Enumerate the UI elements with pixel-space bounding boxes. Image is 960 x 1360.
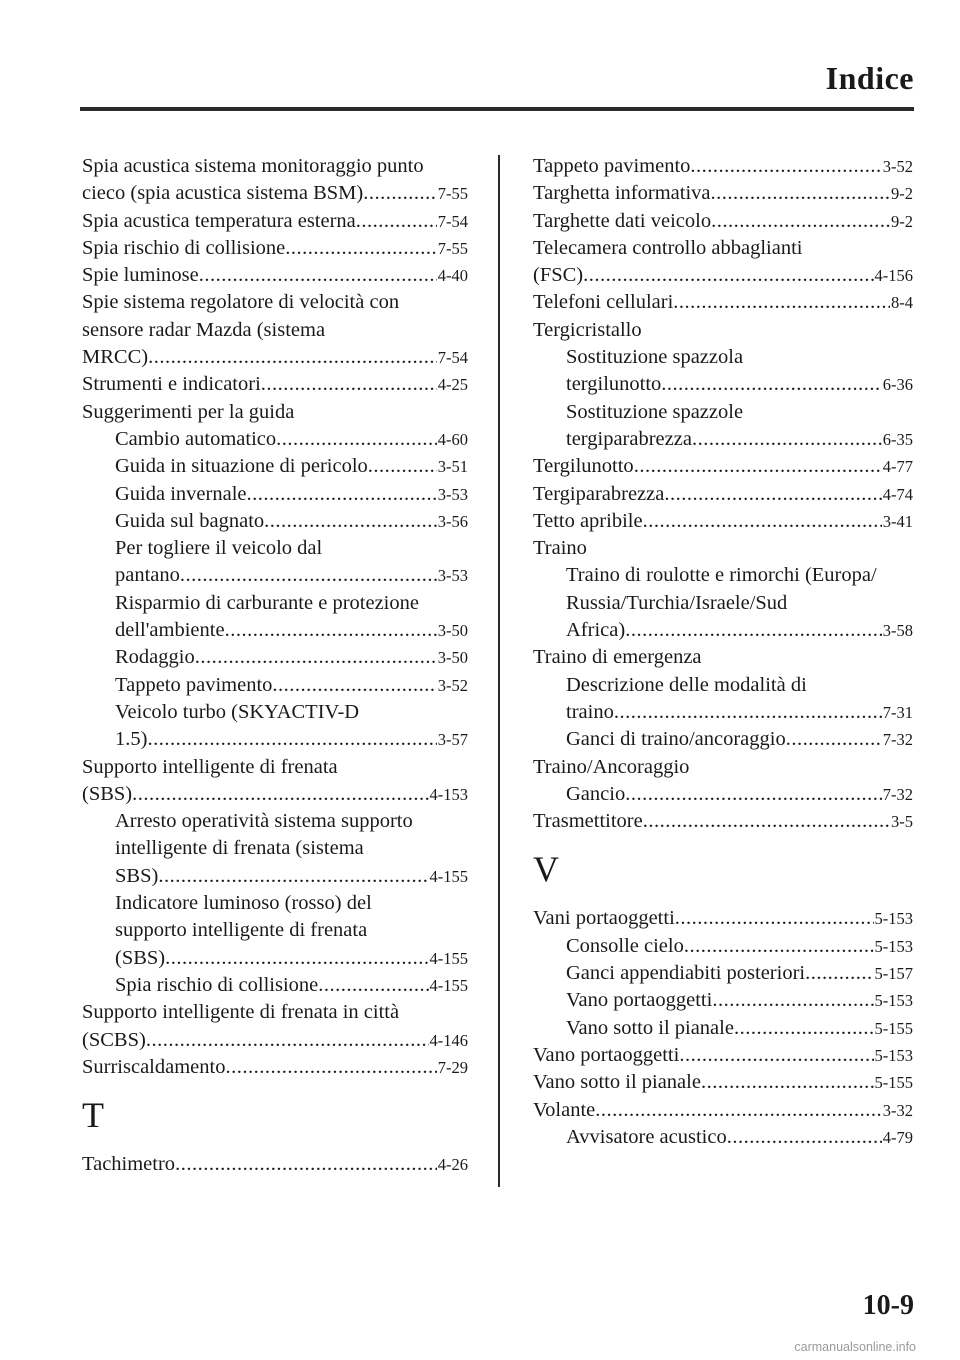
dot-leader bbox=[711, 180, 891, 207]
dot-leader bbox=[661, 371, 881, 398]
page-reference: 7-31 bbox=[882, 702, 913, 722]
entry-text: Vano portaoggetti bbox=[566, 989, 713, 1012]
entry-text: Spie luminose bbox=[82, 264, 199, 287]
index-subentry bbox=[82, 535, 468, 590]
dot-leader bbox=[625, 781, 882, 808]
index-entry bbox=[82, 262, 468, 289]
dot-leader bbox=[583, 262, 873, 289]
dot-leader bbox=[318, 972, 428, 999]
index-entry bbox=[82, 999, 468, 1054]
entry-text: Russia/Turchia/Israele/Sud bbox=[566, 591, 788, 614]
dot-leader bbox=[684, 933, 874, 960]
entry-text: Vani portaoggetti bbox=[533, 907, 675, 930]
index-subentry bbox=[533, 933, 913, 960]
entry-text: Telefoni cellulari bbox=[533, 291, 674, 314]
dot-leader bbox=[261, 371, 437, 398]
entry-text: (SBS) bbox=[115, 946, 166, 969]
page-reference: 5-155 bbox=[874, 1018, 913, 1038]
page-reference: 7-54 bbox=[437, 348, 468, 368]
page-reference: 3-57 bbox=[437, 730, 468, 750]
section-letter: T bbox=[82, 1095, 104, 1136]
page-reference: 4-155 bbox=[429, 948, 468, 968]
page-reference: 7-29 bbox=[437, 1057, 468, 1077]
page-reference: 7-55 bbox=[437, 238, 468, 258]
page-reference: 3-50 bbox=[437, 648, 468, 668]
index-entry bbox=[533, 644, 913, 671]
index-entry bbox=[82, 153, 468, 208]
entry-text: Tetto apribile bbox=[533, 509, 643, 532]
page-reference: 4-74 bbox=[882, 484, 913, 504]
index-subentry bbox=[82, 699, 468, 754]
entry-text: Tappeto pavimento bbox=[115, 673, 273, 696]
watermark: carmanualsonline.info bbox=[794, 1340, 916, 1354]
dot-leader bbox=[363, 180, 437, 207]
dot-leader bbox=[146, 1027, 429, 1054]
entry-text: Trasmettitore bbox=[533, 810, 643, 833]
page-reference: 5-155 bbox=[874, 1073, 913, 1093]
index-entry bbox=[533, 153, 913, 180]
entry-text: (FSC) bbox=[533, 264, 584, 287]
dot-leader bbox=[679, 1042, 873, 1069]
index-subentry bbox=[82, 481, 468, 508]
entry-text: Guida sul bagnato bbox=[115, 509, 265, 532]
page-reference: 7-32 bbox=[882, 784, 913, 804]
dot-leader bbox=[272, 672, 436, 699]
entry-text: Arresto operatività sistema supporto bbox=[115, 810, 413, 833]
index-entry bbox=[533, 905, 913, 932]
dot-leader bbox=[165, 945, 428, 972]
index-subentry bbox=[82, 590, 468, 645]
dot-leader bbox=[614, 699, 882, 726]
dot-leader bbox=[180, 562, 437, 589]
dot-leader bbox=[595, 1097, 881, 1124]
entry-text: Gancio bbox=[566, 782, 626, 805]
entry-text: Tergiparabrezza bbox=[533, 482, 665, 505]
dot-leader bbox=[356, 208, 437, 235]
dot-leader bbox=[643, 508, 882, 535]
index-entry bbox=[82, 399, 468, 426]
dot-leader bbox=[664, 481, 881, 508]
entry-text: SBS) bbox=[115, 864, 159, 887]
index-subentry bbox=[533, 399, 913, 454]
page-reference: 3-5 bbox=[891, 812, 913, 832]
index-entry bbox=[82, 289, 468, 371]
page-reference: 3-32 bbox=[882, 1100, 913, 1120]
dot-leader bbox=[368, 453, 437, 480]
entry-text: Strumenti e indicatori bbox=[82, 373, 261, 396]
entry-text: Telecamera controllo abbaglianti bbox=[533, 236, 803, 259]
dot-leader bbox=[175, 1151, 437, 1178]
dot-leader bbox=[734, 1015, 874, 1042]
entry-text: Surriscaldamento bbox=[82, 1055, 226, 1078]
entry-text: Indicatore luminoso (rosso) del bbox=[115, 892, 372, 915]
dot-leader bbox=[195, 644, 437, 671]
dot-leader bbox=[158, 863, 428, 890]
entry-text: Sostituzione spazzola bbox=[566, 346, 744, 369]
page-reference: 5-157 bbox=[874, 964, 913, 984]
page-reference: 5-153 bbox=[874, 936, 913, 956]
entry-text: MRCC) bbox=[82, 346, 149, 369]
entry-text: Ganci appendiabiti posteriori bbox=[566, 962, 806, 985]
entry-text: Supporto intelligente di frenata bbox=[82, 755, 338, 778]
dot-leader bbox=[132, 781, 428, 808]
section-letter: V bbox=[533, 849, 559, 890]
entry-text: Tergicristallo bbox=[533, 318, 642, 341]
entry-text: Rodaggio bbox=[115, 646, 195, 669]
entry-text: Ganci di traino/ancoraggio bbox=[566, 728, 786, 751]
page-reference: 9-2 bbox=[891, 211, 913, 231]
entry-text: (SCBS) bbox=[82, 1028, 146, 1051]
index-entry bbox=[82, 371, 468, 398]
page-reference: 3-52 bbox=[882, 157, 913, 176]
page-reference: 3-56 bbox=[437, 511, 468, 531]
entry-text: Avvisatore acustico bbox=[566, 1125, 727, 1148]
index-entry bbox=[533, 1042, 913, 1069]
index-entry bbox=[533, 1069, 913, 1096]
page-reference: 4-25 bbox=[437, 375, 468, 395]
page-reference: 3-50 bbox=[437, 621, 468, 641]
entry-text: Veicolo turbo (SKYACTIV-D bbox=[115, 700, 360, 723]
entry-text: Sostituzione spazzole bbox=[566, 400, 744, 423]
dot-leader bbox=[692, 426, 882, 453]
index-subentry bbox=[533, 1124, 913, 1151]
entry-text: Spia rischio di collisione bbox=[115, 973, 319, 996]
page-reference: 3-51 bbox=[437, 457, 468, 477]
entry-text: supporto intelligente di frenata bbox=[115, 919, 368, 942]
entry-text: Guida invernale bbox=[115, 482, 247, 505]
page-reference: 7-54 bbox=[437, 211, 468, 231]
dot-leader bbox=[634, 453, 882, 480]
dot-leader bbox=[673, 289, 890, 316]
page-reference: 4-153 bbox=[429, 784, 468, 804]
index-entry bbox=[82, 1054, 468, 1081]
page-reference: 5-153 bbox=[874, 909, 913, 929]
entry-text: Tergilunotto bbox=[533, 455, 634, 478]
dot-leader bbox=[805, 960, 873, 987]
entry-text: traino bbox=[566, 700, 614, 723]
entry-text: Volante bbox=[533, 1098, 596, 1121]
page-reference: 3-53 bbox=[437, 484, 468, 504]
index-subentry bbox=[533, 726, 913, 753]
page-reference: 6-36 bbox=[882, 375, 913, 395]
dot-leader bbox=[727, 1124, 882, 1151]
entry-text: Targhette dati veicolo bbox=[533, 209, 712, 232]
page-reference: 7-55 bbox=[437, 184, 468, 204]
page-reference: 4-156 bbox=[874, 266, 913, 286]
index-entry bbox=[533, 208, 913, 235]
entry-text: Africa) bbox=[566, 619, 626, 642]
entry-text: sensore radar Mazda (sistema bbox=[82, 318, 326, 341]
dot-leader bbox=[147, 726, 436, 753]
page-reference: 5-153 bbox=[874, 991, 913, 1011]
index-subentry bbox=[82, 426, 468, 453]
page-reference: 4-26 bbox=[437, 1155, 468, 1175]
index-subentry bbox=[533, 781, 913, 808]
dot-leader bbox=[690, 153, 881, 180]
index-entry bbox=[533, 317, 913, 344]
dot-leader bbox=[276, 426, 437, 453]
entry-text: Spia rischio di collisione bbox=[82, 236, 286, 259]
entry-text: Tachimetro bbox=[82, 1153, 176, 1176]
index-subentry bbox=[82, 644, 468, 671]
entry-text: Cambio automatico bbox=[115, 427, 277, 450]
entry-text: Traino/Ancoraggio bbox=[533, 755, 690, 778]
dot-leader bbox=[712, 987, 873, 1014]
entry-text: tergilunotto bbox=[566, 373, 662, 396]
index-entry bbox=[82, 1151, 468, 1178]
page-reference: 4-79 bbox=[882, 1127, 913, 1147]
page-reference: 4-77 bbox=[882, 457, 913, 477]
entry-text: Spia acustica temperatura esterna bbox=[82, 209, 356, 232]
index-subentry bbox=[533, 960, 913, 987]
index-column-left bbox=[82, 153, 468, 1178]
index-entry bbox=[533, 453, 913, 480]
page-title: Indice bbox=[825, 60, 914, 96]
index-entry bbox=[533, 180, 913, 207]
entry-text: tergiparabrezza bbox=[566, 427, 692, 450]
page-reference: 3-58 bbox=[882, 621, 913, 641]
index-subentry bbox=[533, 1015, 913, 1042]
index-entry bbox=[533, 535, 913, 562]
page-number: 10-9 bbox=[862, 1290, 914, 1321]
page-reference: 4-155 bbox=[429, 866, 468, 886]
page-reference: 3-41 bbox=[882, 511, 913, 531]
entry-text: dell'ambiente bbox=[115, 619, 225, 642]
entry-text: Spie sistema regolatore di velocità con bbox=[82, 291, 400, 314]
dot-leader bbox=[625, 617, 882, 644]
entry-text: Tappeto pavimento bbox=[533, 155, 691, 177]
entry-text: Spia acustica sistema monitoraggio punto bbox=[82, 155, 424, 177]
entry-text: Vano sotto il pianale bbox=[533, 1071, 701, 1094]
entry-text: cieco (spia acustica sistema BSM) bbox=[82, 182, 364, 205]
entry-text: Vano portaoggetti bbox=[533, 1043, 680, 1066]
dot-leader bbox=[711, 208, 890, 235]
entry-text: 1.5) bbox=[115, 728, 148, 751]
index-column-right bbox=[533, 153, 913, 1151]
entry-text: intelligente di frenata (sistema bbox=[115, 837, 364, 860]
entry-text: Guida in situazione di pericolo bbox=[115, 455, 368, 478]
entry-text: Per togliere il veicolo dal bbox=[115, 537, 323, 560]
page-reference: 6-35 bbox=[882, 429, 913, 449]
index-subentry bbox=[533, 344, 913, 399]
dot-leader bbox=[247, 481, 437, 508]
entry-text: Risparmio di carburante e protezione bbox=[115, 591, 419, 614]
dot-leader bbox=[148, 344, 437, 371]
dot-leader bbox=[643, 808, 890, 835]
index-entry bbox=[533, 508, 913, 535]
dot-leader bbox=[225, 1054, 436, 1081]
page-reference: 4-40 bbox=[437, 266, 468, 286]
entry-text: Vano sotto il pianale bbox=[566, 1016, 734, 1039]
index-entry bbox=[533, 235, 913, 290]
index-subentry bbox=[82, 508, 468, 535]
page-reference: 4-60 bbox=[437, 429, 468, 449]
entry-text: (SBS) bbox=[82, 782, 133, 805]
index-subentry bbox=[533, 562, 913, 644]
entry-text: Supporto intelligente di frenata in città bbox=[82, 1001, 400, 1024]
index-entry bbox=[533, 808, 913, 835]
index-entry bbox=[533, 481, 913, 508]
page-reference: 4-155 bbox=[429, 975, 468, 995]
index-entry bbox=[82, 235, 468, 262]
page-reference: 3-52 bbox=[437, 675, 468, 695]
dot-leader bbox=[225, 617, 437, 644]
column-divider bbox=[498, 155, 500, 1187]
dot-leader bbox=[786, 726, 882, 753]
dot-leader bbox=[199, 262, 437, 289]
entry-text: Targhetta informativa bbox=[533, 182, 711, 205]
entry-text: Traino di roulotte e rimorchi (Europa/ bbox=[566, 564, 877, 587]
entry-text: Descrizione delle modalità di bbox=[566, 673, 807, 696]
index-subentry bbox=[82, 453, 468, 480]
index-subentry bbox=[82, 808, 468, 890]
page-reference: 4-146 bbox=[429, 1030, 468, 1050]
page-reference: 9-2 bbox=[891, 184, 913, 204]
index-subentry bbox=[82, 972, 468, 999]
dot-leader bbox=[264, 508, 437, 535]
page-reference: 8-4 bbox=[891, 293, 913, 313]
index-entry bbox=[82, 208, 468, 235]
page-reference: 3-53 bbox=[437, 566, 468, 586]
page-reference: 5-153 bbox=[874, 1045, 913, 1065]
dot-leader bbox=[285, 235, 436, 262]
index-entry bbox=[533, 289, 913, 316]
entry-text: Suggerimenti per la guida bbox=[82, 400, 295, 423]
index-entry bbox=[82, 754, 468, 809]
dot-leader bbox=[675, 905, 874, 932]
index-entry bbox=[533, 1097, 913, 1124]
index-subentry bbox=[533, 987, 913, 1014]
page-reference: 7-32 bbox=[882, 730, 913, 750]
dot-leader bbox=[701, 1069, 874, 1096]
header-rule bbox=[80, 107, 914, 111]
index-subentry bbox=[533, 672, 913, 727]
index-subentry bbox=[82, 672, 468, 699]
entry-text: Consolle cielo bbox=[566, 934, 684, 957]
index-subentry bbox=[82, 890, 468, 972]
entry-text: Traino di emergenza bbox=[533, 646, 702, 669]
index-entry bbox=[533, 754, 913, 781]
entry-text: Traino bbox=[533, 537, 587, 560]
entry-text: pantano bbox=[115, 564, 180, 587]
